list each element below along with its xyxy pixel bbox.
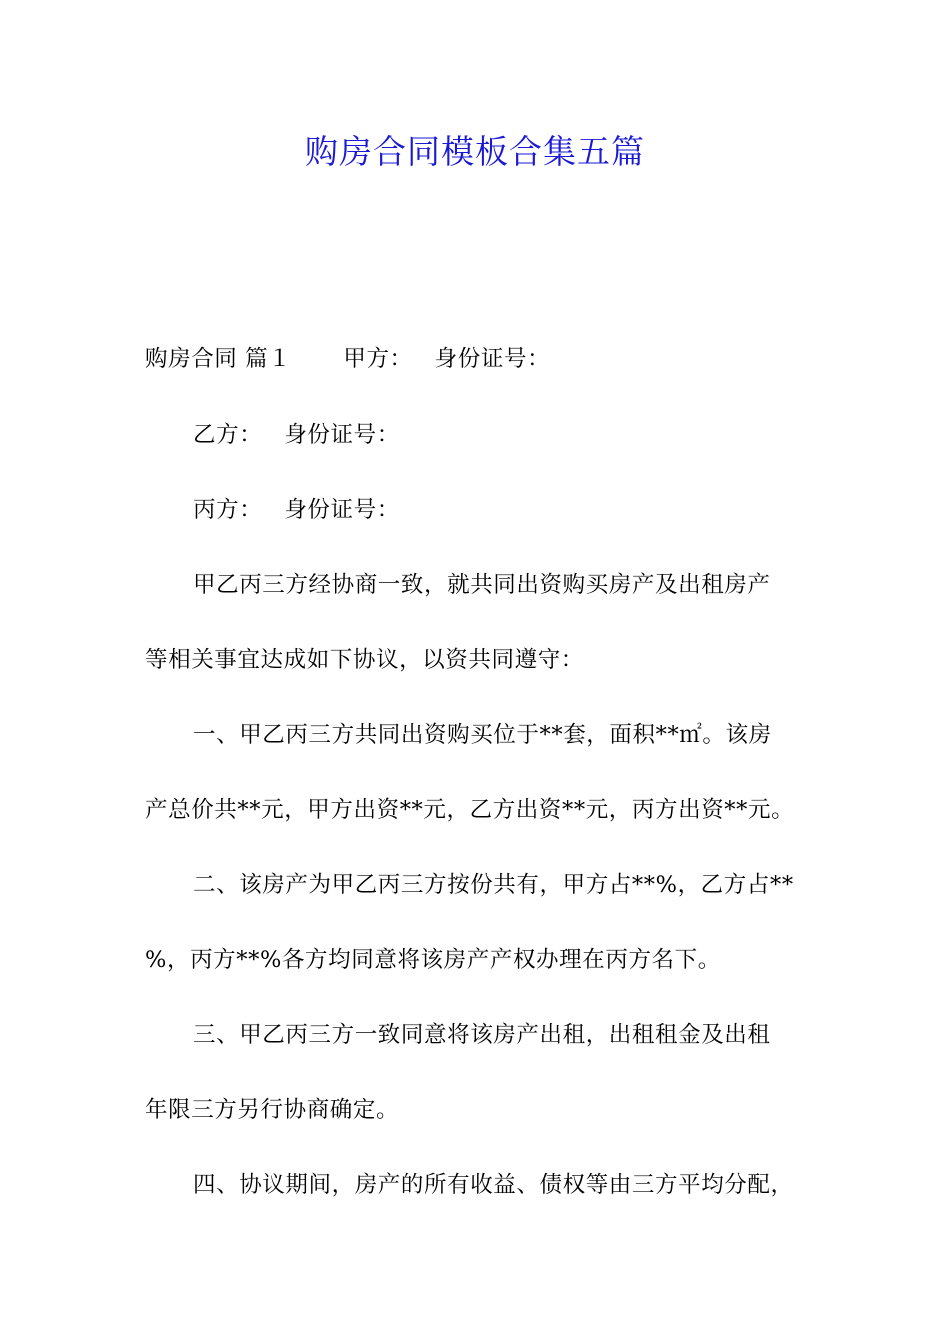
party-b-line (193, 419, 873, 451)
body-line: 甲乙丙三方经协商一致，就共同出资购买房产及出租房产 (193, 572, 771, 598)
body-line: 产总价共**元，甲方出资**元，乙方出资**元，丙方出资**元。 (145, 797, 795, 823)
party-c-line (193, 494, 873, 526)
body-line: %，丙方**%各方均同意将该房产产权办理在丙方名下。 (145, 947, 721, 973)
document-title: 购房合同模板合集五篇 (305, 132, 645, 171)
header-line (145, 343, 825, 375)
party-a-id-label: 身份证号： (434, 346, 551, 372)
body-line: 一、甲乙丙三方共同出资购买位于**套，面积**㎡。该房 (193, 722, 772, 748)
body-line: 四、协议期间，房产的所有收益、债权等由三方平均分配， (193, 1172, 794, 1198)
section-label: 购房合同 篇１ (145, 346, 292, 372)
body-line: 等相关事宜达成如下协议，以资共同遵守： (145, 647, 584, 673)
body-line: 二、该房产为甲乙丙三方按份共有，甲方占**%，乙方占** (193, 872, 794, 898)
party-b-id-label: 身份证号： (284, 422, 400, 448)
body-line: 三、甲乙丙三方一致同意将该房产出租，出租租金及出租 (193, 1022, 771, 1048)
body-line: 年限三方另行协商确定。 (145, 1097, 400, 1123)
party-c-label: 丙方： (193, 497, 263, 523)
party-c-id-label: 身份证号： (284, 497, 400, 523)
party-a-label: 甲方： (343, 346, 413, 372)
party-b-label: 乙方： (193, 422, 263, 448)
